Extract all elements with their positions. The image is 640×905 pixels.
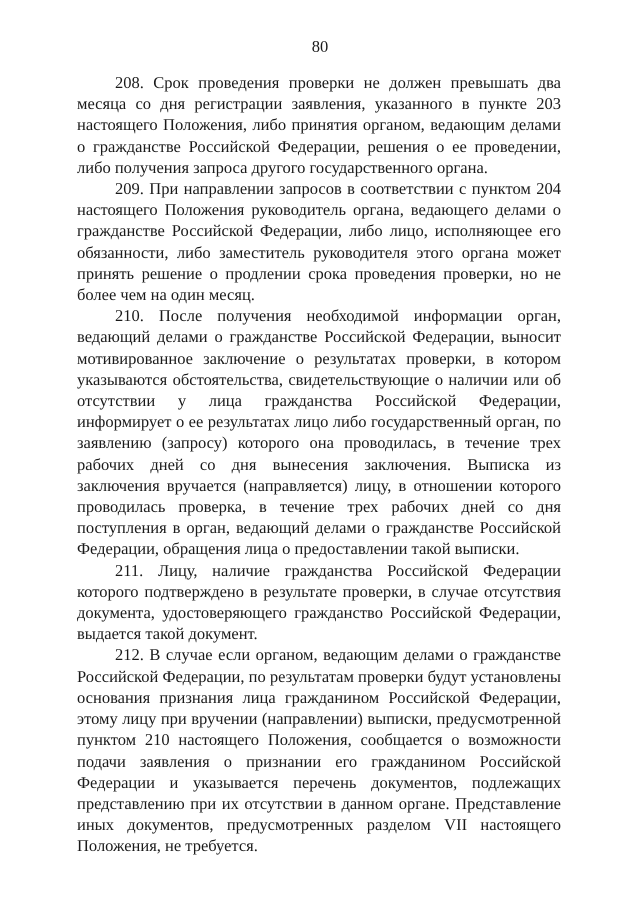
page-number: 80 (311, 37, 329, 56)
paragraph-210: 210. После получения необходимой информации орган, ведающий делами о гражданстве Российской Федерации, выносит мотивированное заключение о результатах проверки, в котором указываются обстоятельства, свидетельствующие о наличии или об отсутствии у лица гражданства Российской Федерации, информирует о ее результатах лицо либо государственный орган, по заявлению (запросу) которого она проводилась, в течение трех рабочих дней со дня вынесения заключения. Выписка из заключения вручается (направляется) лицу, в отношении которого проводилась проверка, в течение трех рабочих дней со дня поступления в орган, ведающий делами о гражданстве Российской Федерации, обращения лица о предоставлении такой выписки. (77, 306, 561, 559)
paragraph-209: 209. При направлении запросов в соответствии с пунктом 204 настоящего Положения руководитель органа, ведающего делами о гражданстве Российской Федерации, либо лицо, исполняющее его обязанности, либо заместитель руководителя этого органа может принять решение о продлении срока проведения проверки, но не более чем на один месяц. (77, 179, 561, 305)
document-body (77, 72, 561, 857)
paragraph-208: 208. Срок проведения проверки не должен превышать два месяца со дня регистрации заявления, указанного в пункте 203 настоящего Положения, либо принятия органом, ведающим делами о гражданстве Российской Федерации, решения о ее проведении, либо получения запроса другого государственного органа. (77, 73, 561, 177)
paragraph-211: 211. Лицу, наличие гражданства Российской Федерации которого подтверждено в результате проверки, в случае отсутствия документа, удостоверяющего гражданство Российской Федерации, выдается такой документ. (77, 560, 561, 644)
paragraph-212: 212. В случае если органом, ведающим делами о гражданстве Российской Федерации, по результатам проверки будут установлены основания признания лица гражданином Российской Федерации, этому лицу при вручении (направлении) выписки, предусмотренной пунктом 210 настоящего Положения, сообщается о возможности подачи заявления о признании его гражданином Российской Федерации и указывается перечень документов, подлежащих представлению при их отсутствии в данном органе. Представление иных документов, предусмотренных разделом VII настоящего Положения, не требуется. (77, 645, 561, 856)
